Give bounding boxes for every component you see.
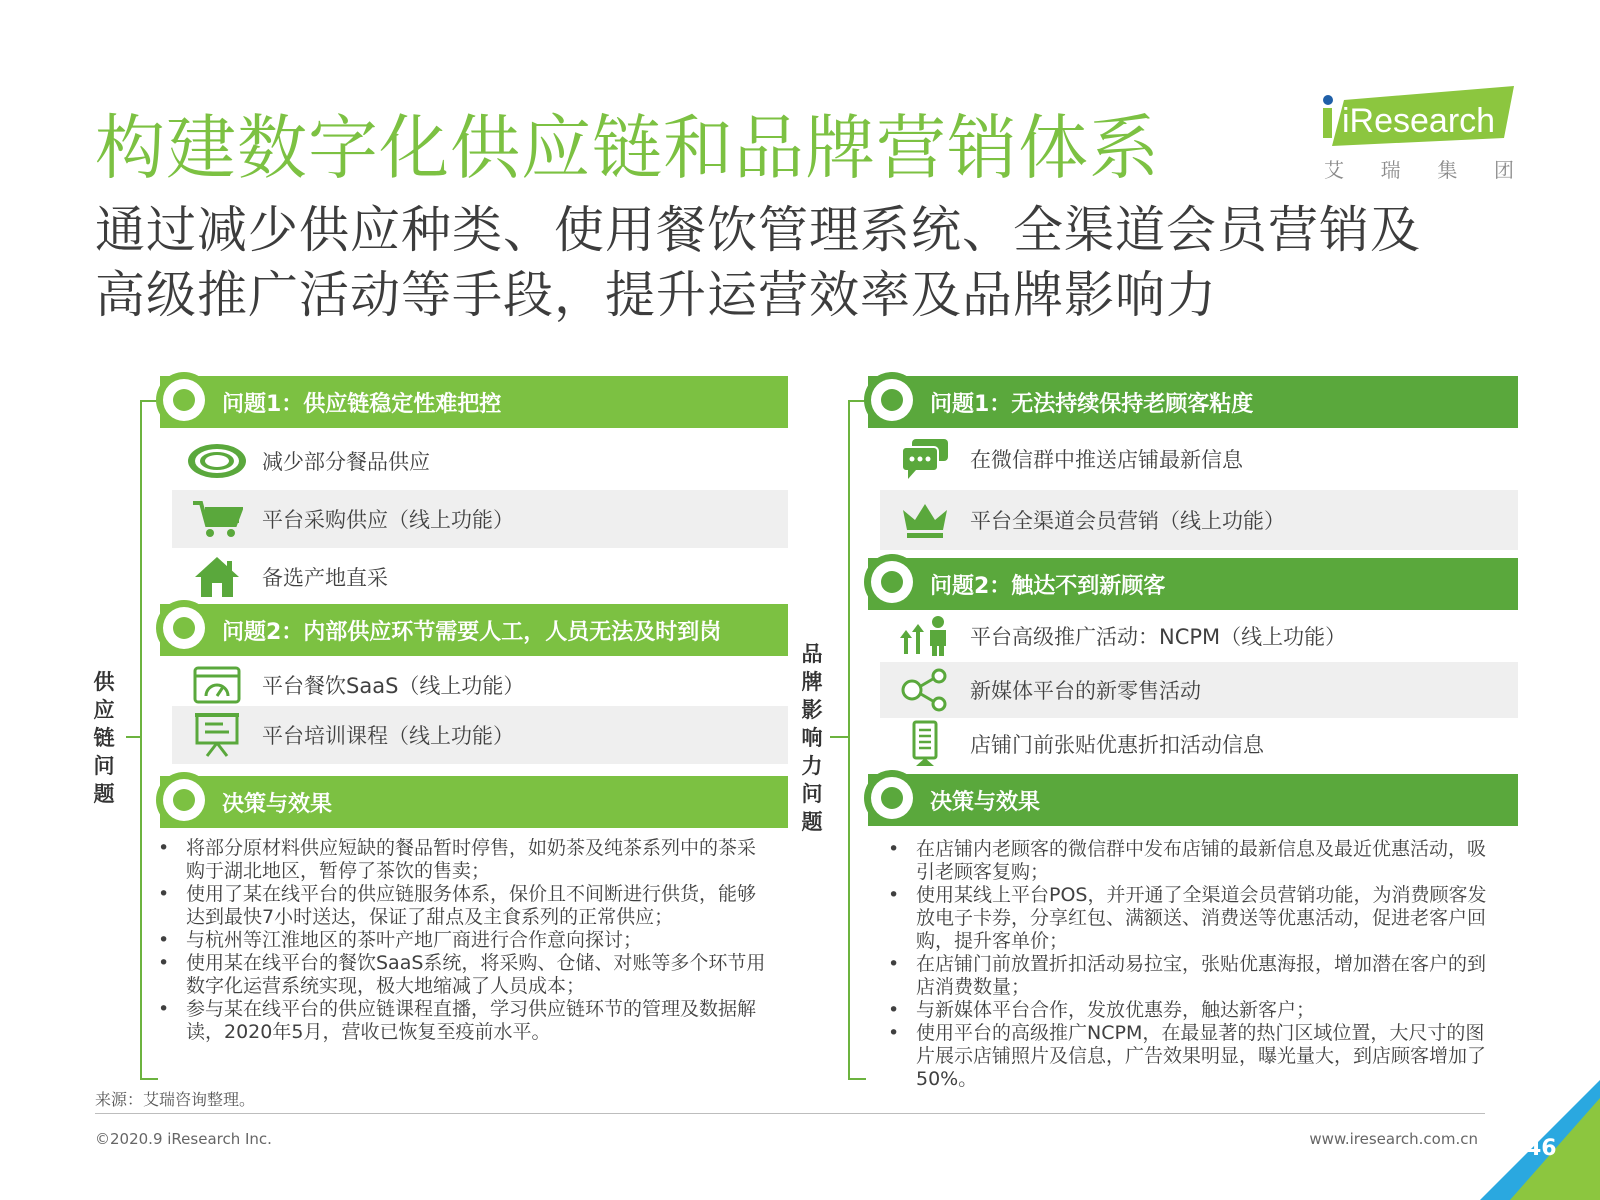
restaurant-plate-icon [172,441,262,481]
page-title: 构建数字化供应链和品牌营销体系 [95,107,1160,189]
presentation-board-icon [172,712,262,758]
list-item: • 使用了某在线平台的供应链服务体系，保价且不间断进行供货，能够达到最快7小时送达，保证了甜点及主食系列的正常供应； [156,883,766,929]
poster-stand-icon [880,720,970,768]
logo-text: iResearch [1342,102,1496,140]
website-link[interactable]: www.iresearch.com.cn [1309,1130,1478,1148]
bullet-circle-icon [156,372,212,428]
right-issue2-item: 店铺门前张贴优惠折扣活动信息 [880,718,1518,770]
right-issue1-item: 在微信群中推送店铺最新信息 [880,430,1518,488]
right-bracket-tick [830,736,848,738]
right-decision-header: 决策与效果 [868,774,1518,826]
list-item: • 将部分原材料供应短缺的餐品暂时停售，如奶茶及纯茶系列中的茶采购于湖北地区，暂停了茶饮的售卖； [156,837,766,883]
left-issue1-item: 备选产地直采 [172,548,788,606]
list-item: • 与新媒体平台合作，发放优惠券，触达新客户； [886,999,1500,1022]
logo-chinese-name: 艾 瑞 集 团 [1324,158,1514,182]
left-issue2-header: 问题2：内部供应环节需要人工，人员无法及时到岗 [160,604,788,656]
right-issue2-item: 平台高级推广活动：NCPM（线上功能） [880,610,1518,662]
bullet-circle-icon [864,770,920,826]
left-bracket-tick [126,736,142,738]
left-issue1-header: 问题1：供应链稳定性难把控 [160,376,788,428]
iresearch-logo [1318,86,1518,150]
crown-icon [880,500,970,540]
bullet-circle-icon [156,772,212,828]
page-number: 46 [1526,1136,1557,1161]
shopping-cart-icon [172,499,262,539]
house-icon [172,555,262,599]
right-issue1-item: 平台全渠道会员营销（线上功能） [880,490,1518,550]
left-issue1-item: 减少部分餐品供应 [172,432,788,490]
copyright: ©2020.9 iResearch Inc. [95,1130,272,1148]
right-issue2-item: 新媒体平台的新零售活动 [880,662,1518,718]
right-issue1-header: 问题1：无法持续保持老顾客粘度 [868,376,1518,428]
chat-bubbles-icon [880,437,970,481]
footer-divider [95,1113,1485,1114]
source-note: 来源：艾瑞咨询整理。 [95,1090,256,1109]
bullet-circle-icon [864,554,920,610]
right-issue2-header: 问题2：触达不到新顾客 [868,558,1518,610]
bullet-circle-icon [864,372,920,428]
left-issue2-item: 平台餐饮SaaS（线上功能） [172,656,788,714]
list-item: • 在店铺内老顾客的微信群中发布店铺的最新信息及最近优惠活动，吸引老顾客复购； [886,838,1500,884]
list-item: • 在店铺门前放置折扣活动易拉宝，张贴优惠海报，增加潜在客户的到店消费数量； [886,953,1500,999]
list-item: • 使用某线上平台POS，并开通了全渠道会员营销功能，为消费顾客发放电子卡券，分享红包、满额送、消费送等优惠活动，促进老客户回购，提升客单价； [886,884,1500,953]
right-decision-list [886,838,1500,1091]
left-decision-header: 决策与效果 [160,776,788,828]
left-side-label: 供 应 链 问 题 [93,670,115,806]
list-item: • 使用某在线平台的餐饮SaaS系统，将采购、仓储、对账等多个环节用数字化运营系统实现，极大地缩减了人员成本； [156,952,766,998]
list-item: • 与杭州等江淮地区的茶叶产地厂商进行合作意向探讨； [156,929,766,952]
right-side-label: 品 牌 影 响 力 问 题 [801,642,823,834]
bullet-circle-icon [156,600,212,656]
growth-person-icon [880,614,970,658]
page-subtitle-line2: 高级推广活动等手段，提升运营效率及品牌影响力 [95,266,1217,324]
dashboard-window-icon [172,666,262,704]
left-issue2-item: 平台培训课程（线上功能） [172,706,788,764]
page-subtitle-line1: 通过减少供应种类、使用餐饮管理系统、全渠道会员营销及 [95,201,1421,259]
left-decision-list [156,837,766,1044]
list-item: • 使用平台的高级推广NCPM，在最显著的热门区域位置，大尺寸的图片展示店铺照片及信息，广告效果明显，曝光量大，到店顾客增加了50%。 [886,1022,1500,1091]
left-issue1-item: 平台采购供应（线上功能） [172,490,788,548]
list-item: • 参与某在线平台的供应链课程直播，学习供应链环节的管理及数据解读，2020年5月，营收已恢复至疫前水平。 [156,998,766,1044]
share-nodes-icon [880,668,970,712]
right-bracket [848,400,866,1080]
